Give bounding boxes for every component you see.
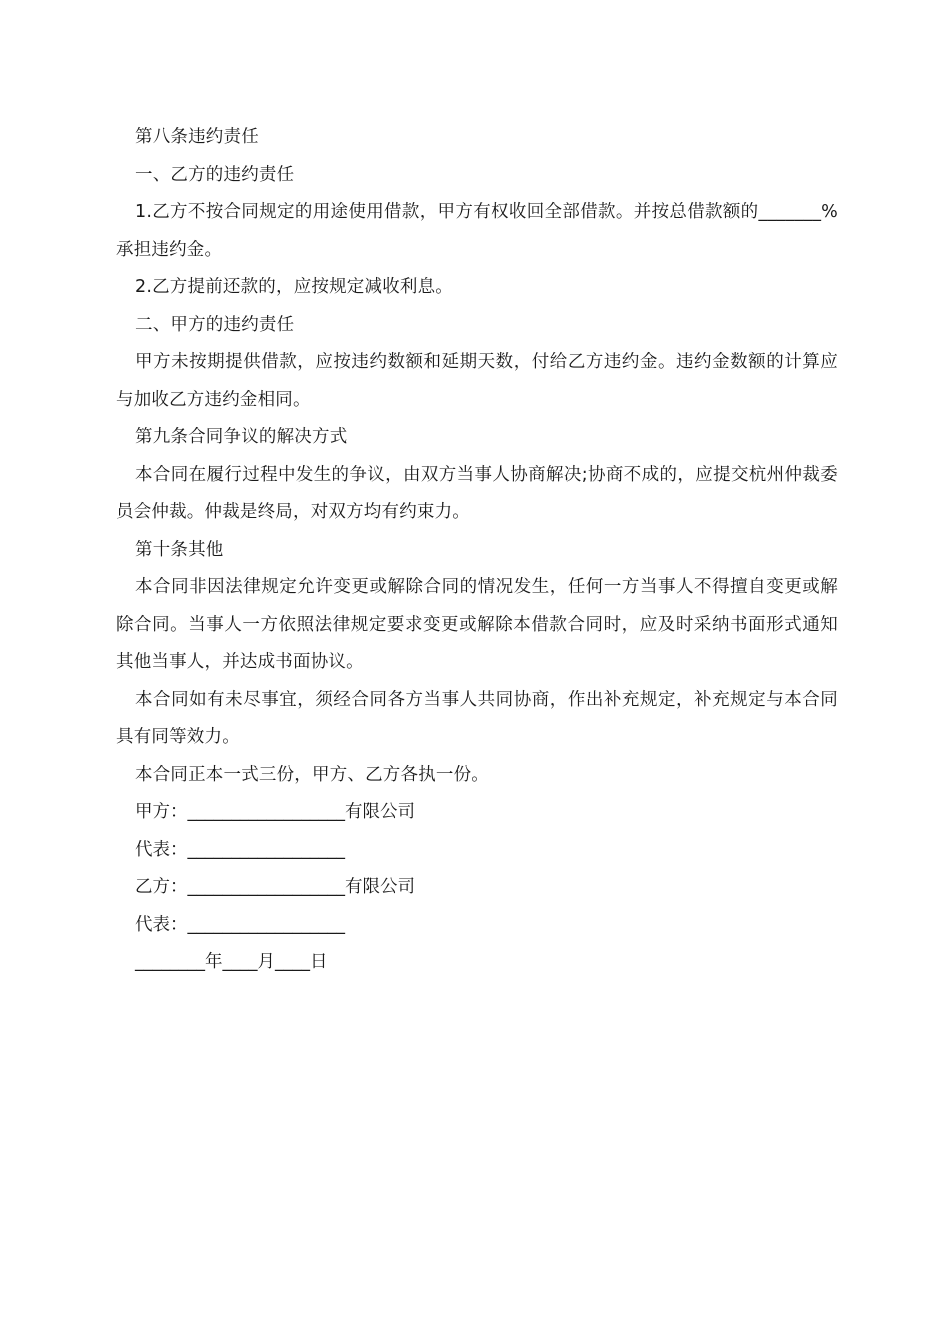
- party-a-signature-line: 甲方：__________________有限公司: [135, 802, 415, 822]
- article-10-heading: 第十条其他: [135, 539, 224, 560]
- party-b-signature-line: 乙方：__________________有限公司: [135, 877, 415, 897]
- modification-text: 本合同非因法律规定允许变更或解除合同的情况发生，任何一方当事人不得擅自变更或解除合同。当事人一方依照法律规定要求变更或解除本借款合同时，应及时采纳书面形式通知其他当事人，并达成书面协议。: [116, 577, 838, 672]
- party-b-liability-heading: 一、乙方的违约责任: [135, 164, 295, 185]
- article-8-heading: 第八条违约责任: [135, 127, 259, 147]
- party-a-representative-line: 代表：__________________: [135, 839, 345, 860]
- article-9-heading: 第九条合同争议的解决方式: [135, 427, 348, 447]
- dispute-resolution-text: 本合同在履行过程中发生的争议，由双方当事人协商解决;协商不成的，应提交杭州仲裁委员会仲裁。仲裁是终局，对双方均有约束力。: [116, 464, 838, 522]
- party-b-representative-line: 代表：__________________: [135, 914, 345, 935]
- clause-2-early-repayment: 2.乙方提前还款的，应按规定减收利息。: [135, 277, 453, 297]
- document-body: [116, 119, 838, 982]
- party-a-liability-heading: 二、甲方的违约责任: [135, 314, 295, 335]
- date-line: ________年____月____日: [135, 952, 328, 972]
- supplementary-text: 本合同如有未尽事宜，须经合同各方当事人共同协商，作出补充规定，补充规定与本合同具有同等效力。: [116, 689, 838, 747]
- copies-text: 本合同正本一式三份，甲方、乙方各执一份。: [135, 764, 489, 785]
- party-a-liability-text: 甲方未按期提供借款，应按违约数额和延期天数，付给乙方违约金。违约金数额的计算应与加收乙方违约金相同。: [116, 352, 838, 410]
- clause-1-misuse: 1.乙方不按合同规定的用途使用借款，甲方有权收回全部借款。并按总借款额的_______%承担违约金。: [116, 202, 838, 260]
